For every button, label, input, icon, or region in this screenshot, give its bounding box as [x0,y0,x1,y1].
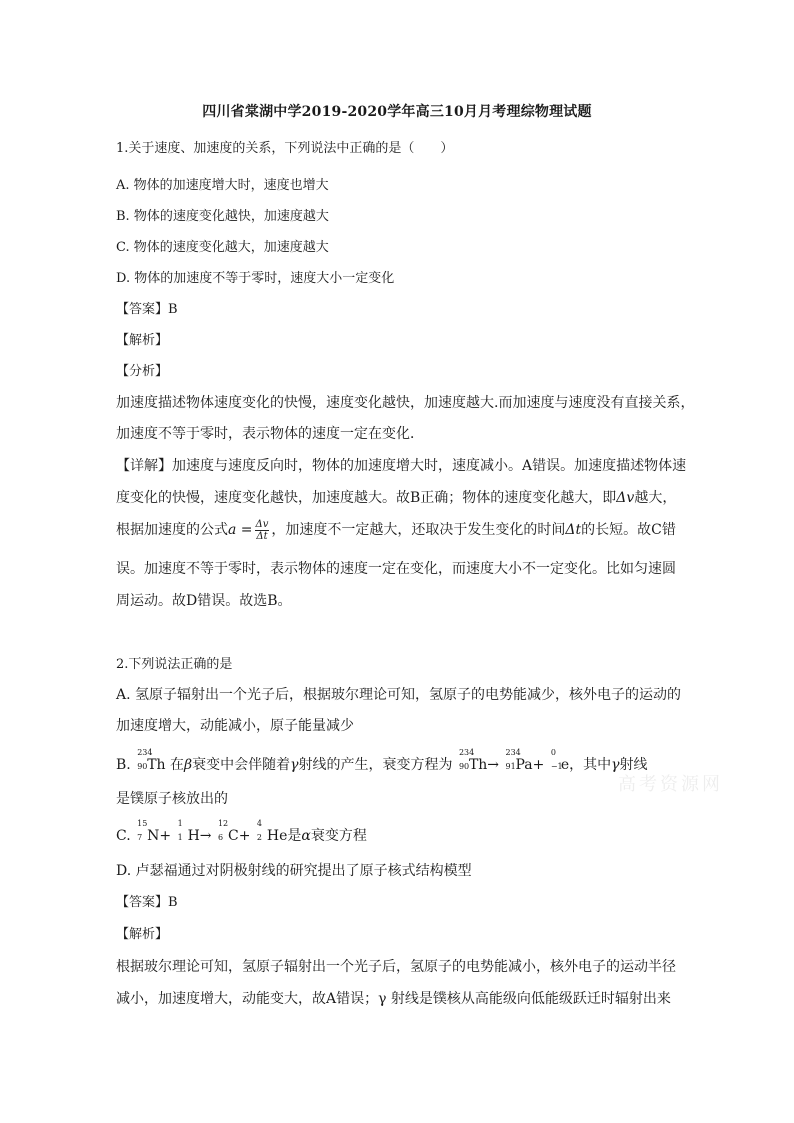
nuclide-electron [549,748,570,776]
e-symbol: e [560,757,570,773]
delta-v-symbol: Δv [616,490,635,506]
q2-analysis-line-2: 减小，加速度增大，动能变大，故A错误；γ 射线是镤核从高能级向低能级跃迁时辐射出来 [116,991,671,1007]
c-mass-number: 12 [217,819,229,828]
q1-detail-line-5: 周运动。故D错误。故选B。 [116,593,292,609]
c-atomic-number: 6 [217,833,224,842]
delta-t-symbol: Δt [565,522,582,538]
reaction-arrow: → [487,757,500,773]
th-mass-number: 234 [137,748,153,757]
nuclide-thorium-eq [457,748,488,776]
q2-option-b-prefix: B. [116,757,131,773]
gamma-symbol: γ [290,757,299,773]
q1-fenxi-head: 【分析】 [116,364,169,379]
h-mass-number: 1 [177,819,183,828]
q2-analysis-head: 【解析】 [116,927,169,942]
th-symbol: Th [147,757,166,773]
q1-detail-line-2 [116,489,676,507]
n-mass-number: 15 [137,819,148,828]
q2-option-b-line-1 [116,748,648,776]
nuclide-carbon [216,819,239,847]
q1-option-a: A. 物体的加速度增大时，速度也增大 [116,178,329,193]
q1-detail-line-4: 误。加速度不等于零时，表示物体的速度一定在变化，而速度大小不一定变化。比如匀速圆 [116,561,676,577]
q2-option-b-line-2: 是镤原子核放出的 [116,791,228,807]
q2-answer: 【答案】B [116,895,178,910]
fraction-denominator: Δt [256,530,268,542]
c-symbol: C [227,828,239,844]
q1-option-b: B. 物体的速度变化越快，加速度越大 [116,209,329,224]
q1-detail-text-3d: 的长短。故C错 [581,522,676,538]
reaction-arrow-2: → [199,828,212,844]
q1-detail-text-2: 度变化的快慢，速度变化越快，加速度越大。故B正确；物体的速度变化越大，即 [116,490,617,506]
nuclide-thorium [135,748,166,776]
th-eq-mass-number: 234 [458,748,475,757]
alpha-symbol: α [301,828,311,844]
fraction-numerator: Δv [255,518,269,530]
n-symbol: N [147,828,160,844]
gamma-symbol-2: γ [611,757,620,773]
pa-atomic-number: 91 [505,762,516,771]
plus-sign: + [532,757,545,773]
q1-detail-text-3a: 根据加速度的公式 [116,522,228,538]
q1-option-c: C. 物体的速度变化越大，加速度越大 [116,240,329,255]
e-charge-number: −1 [550,762,563,771]
q1-option-d: D. 物体的加速度不等于零时，速度大小一定变化 [116,271,395,286]
q1-analysis-head: 【解析】 [116,333,169,348]
h-symbol: H [187,828,200,844]
q1-detail-head: 【详解】 [116,458,172,474]
q2-b-text-1: 在 [170,757,185,773]
nuclide-protactinium [503,748,533,776]
he-atomic-number: 2 [256,833,262,842]
formula-a: a = [228,522,253,538]
q1-detail-text-2c: 越大， [634,490,677,506]
n-atomic-number: 7 [137,833,143,842]
pa-mass-number: 234 [505,748,521,757]
page-title: 四川省棠湖中学2019-2020学年高三10月月考理综物理试题 [202,104,592,120]
plus-sign-2: + [159,828,172,844]
q2-c-text: 是 [287,828,302,844]
q2-option-d: D. 卢瑟福通过对阴极射线的研究提出了原子核式结构模型 [116,863,472,879]
q2-b-text-3: 射线的产生，衰变方程为 [298,757,453,773]
watermark: 高考资源网 [618,774,723,795]
q2-option-a-line-1: A. 氢原子辐射出一个光子后，根据玻尔理论可知，氢原子的电势能减少，核外电子的运动的 [116,687,682,703]
he-mass-number: 4 [256,819,262,828]
q2-option-c [116,819,367,847]
q2-b-text-2: 衰变中会伴随着 [192,757,291,773]
q2-stem: 2.下列说法正确的是 [116,657,233,672]
q1-stem: 1.关于速度、加速度的关系，下列说法中正确的是（ ） [116,141,454,156]
q2-analysis-line-1: 根据玻尔理论可知，氢原子辐射出一个光子后，氢原子的电势能减小，核外电子的运动半径 [116,959,676,975]
e-mass-number: 0 [550,748,556,757]
th-eq-symbol: Th [468,757,488,773]
nuclide-hydrogen [176,819,200,847]
q1-fenxi-line-2: 加速度不等于零时，表示物体的速度一定在变化． [116,426,424,442]
plus-sign-3: + [238,828,251,844]
q1-fenxi-line-1: 加速度描述物体速度变化的快慢，速度变化越快，加速度越大.而加速度与速度没有直接关系， [116,395,695,411]
th-eq-atomic-number: 90 [458,762,470,771]
q1-detail-text-1: 加速度与速度反向时，物体的加速度增大时，速度减小。A错误。加速度描述物体速 [172,458,687,474]
beta-symbol: β [184,757,193,773]
nuclide-nitrogen [135,819,160,847]
q1-detail-text-3b: ，加速度不一定越大，还取决于发生变化的时间 [271,522,566,538]
q2-option-a-line-2: 加速度增大，动能减小，原子能量减少 [116,718,354,734]
q2-c-text-2: 衰变方程 [310,828,367,844]
h-atomic-number: 1 [177,833,183,842]
q2-b-text-4: ，其中 [569,757,612,773]
he-symbol: He [266,828,288,844]
acceleration-fraction [255,519,270,542]
th-atomic-number: 90 [137,762,148,771]
q1-answer: 【答案】B [116,302,178,317]
q2-b-text-5: 射线 [619,757,648,773]
q1-detail-line-1 [116,457,686,475]
nuclide-helium [255,819,288,847]
q2-option-c-prefix: C. [116,828,131,844]
q1-detail-line-3 [116,517,676,543]
pa-symbol: Pa [515,757,533,773]
